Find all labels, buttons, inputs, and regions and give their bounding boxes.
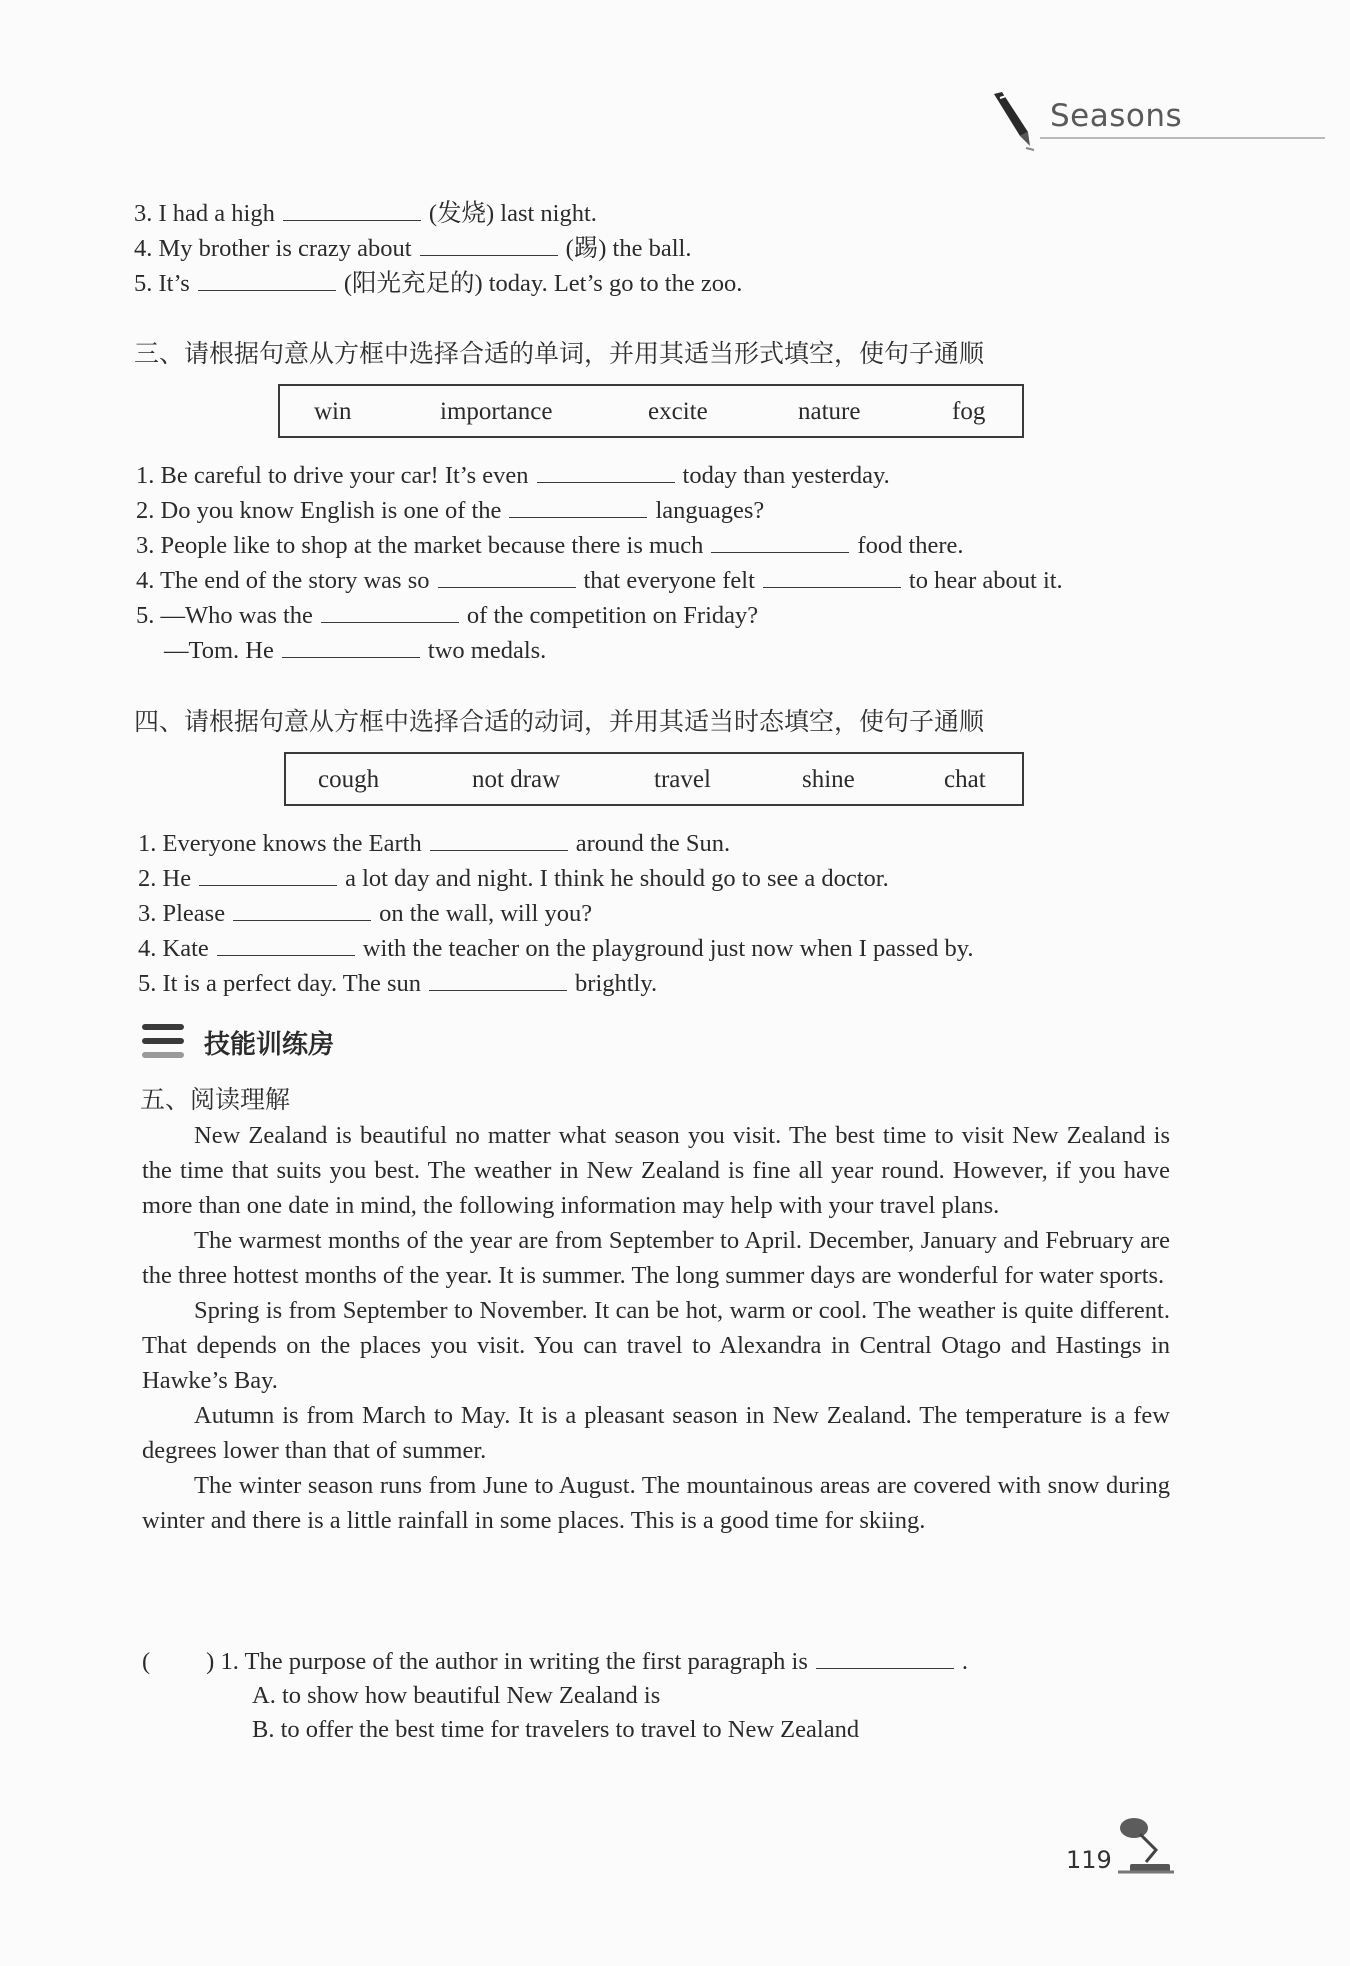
- answer-blank[interactable]: [509, 493, 647, 518]
- passage-paragraph: The warmest months of the year are from September to April. December, January and February are the three hottest months of the year. It is summer. The long summer days are wonderful for water sports.: [142, 1227, 1170, 1289]
- reading-passage: [142, 1118, 1170, 1538]
- answer-blank[interactable]: [711, 528, 849, 553]
- question-line: 5. It’s (阳光充足的) today. Let’s go to the zoo.: [134, 266, 742, 300]
- pen-icon: [990, 92, 1036, 152]
- word-option: chat: [944, 766, 986, 793]
- question-line: 2. He a lot day and night. I think he should go to see a doctor.: [138, 861, 889, 895]
- word-option: nature: [798, 398, 861, 425]
- layers-icon: [140, 1020, 186, 1064]
- passage-paragraph: Autumn is from March to May. It is a pleasant season in New Zealand. The temperature is a few degrees lower than that of summer.: [142, 1402, 1170, 1464]
- section-heading: 五、阅读理解: [140, 1085, 291, 1114]
- question-line: 1. Be careful to drive your car! It’s even today than yesterday.: [136, 458, 890, 492]
- word-option: win: [314, 398, 352, 425]
- mc-option[interactable]: B. to offer the best time for travelers to travel to New Zealand: [252, 1716, 860, 1743]
- section-heading: 四、请根据句意从方框中选择合适的动词，并用其适当时态填空，使句子通顺: [134, 707, 985, 736]
- question-line: 3. I had a high (发烧) last night.: [134, 196, 597, 230]
- word-option: not draw: [472, 766, 561, 793]
- answer-blank[interactable]: [763, 563, 901, 588]
- word-option: travel: [654, 766, 711, 793]
- answer-blank[interactable]: [816, 1644, 954, 1669]
- passage-paragraph: The winter season runs from June to August. The mountainous areas are covered with snow during winter and there is a little rainfall in some places. This is a good time for skiing.: [142, 1472, 1170, 1534]
- lamp-decoration-icon: [1112, 1810, 1178, 1880]
- answer-blank[interactable]: [233, 896, 371, 921]
- page-header: [990, 92, 1325, 142]
- skill-section-header: [140, 1020, 500, 1064]
- question-line: 2. Do you know English is one of the languages?: [136, 493, 764, 527]
- question-line: 5. It is a perfect day. The sun brightly.: [138, 966, 657, 1000]
- answer-bracket-open[interactable]: (: [142, 1648, 151, 1675]
- unit-title: Seasons: [1050, 98, 1183, 134]
- answer-blank[interactable]: [438, 563, 576, 588]
- skill-title: 技能训练房: [204, 1030, 335, 1060]
- answer-blank[interactable]: [283, 196, 421, 221]
- question-line: 4. My brother is crazy about (踢) the ball.: [134, 231, 691, 265]
- answer-blank[interactable]: [199, 861, 337, 886]
- answer-blank[interactable]: [217, 931, 355, 956]
- question-line: 4. Kate with the teacher on the playground just now when I passed by.: [138, 931, 974, 965]
- word-option: shine: [802, 766, 855, 793]
- answer-blank[interactable]: [198, 266, 336, 291]
- question-line: 3. Please on the wall, will you?: [138, 896, 592, 930]
- passage-paragraph: New Zealand is beautiful no matter what season you visit. The best time to visit New Zealand is the time that suits you best. The weather in New Zealand is fine all year round. However, if you have more than one date in mind, the following information may help with your travel plans.: [142, 1122, 1170, 1219]
- word-option: importance: [440, 398, 553, 425]
- answer-bracket-close[interactable]: ): [206, 1648, 215, 1675]
- question-line: 3. People like to shop at the market because there is much food there.: [136, 528, 964, 562]
- answer-blank[interactable]: [537, 458, 675, 483]
- word-option: excite: [648, 398, 708, 425]
- word-box: [278, 384, 1024, 438]
- page-number: 119: [1066, 1846, 1112, 1874]
- answer-blank[interactable]: [430, 826, 568, 851]
- mc-option[interactable]: A. to show how beautiful New Zealand is: [252, 1682, 661, 1709]
- mc-question: ( ) 1. The purpose of the author in writing the first paragraph is .: [142, 1644, 968, 1678]
- question-line: 4. The end of the story was so that everyone felt to hear about it.: [136, 563, 1063, 597]
- passage-paragraph: Spring is from September to November. It can be hot, warm or cool. The weather is quite different. That depends on the places you visit. You can travel to Alexandra in Central Otago and Hastings in Hawke’s Bay.: [142, 1297, 1170, 1394]
- answer-blank[interactable]: [429, 966, 567, 991]
- section-heading: 三、请根据句意从方框中选择合适的单词，并用其适当形式填空，使句子通顺: [134, 339, 985, 368]
- word-box: [284, 752, 1024, 806]
- word-option: fog: [952, 398, 986, 425]
- question-line: 1. Everyone knows the Earth around the Sun.: [138, 826, 730, 860]
- question-line: —Tom. He two medals.: [164, 633, 546, 667]
- answer-blank[interactable]: [420, 231, 558, 256]
- answer-blank[interactable]: [282, 633, 420, 658]
- answer-blank[interactable]: [321, 598, 459, 623]
- header-rule: [1040, 137, 1325, 139]
- question-line: 5. —Who was the of the competition on Friday?: [136, 598, 758, 632]
- word-option: cough: [318, 766, 380, 793]
